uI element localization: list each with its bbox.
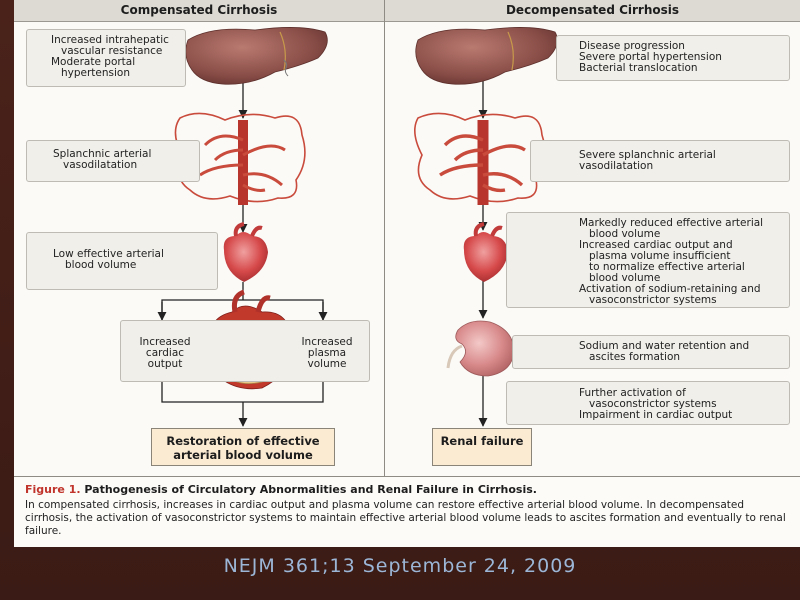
right-box4-line: Sodium and water retention and [579, 340, 750, 352]
plasma-volume-line: Increased [301, 336, 353, 348]
outcome-line: Renal [440, 434, 478, 448]
right-box-sodium-retention [512, 335, 790, 369]
outcome-line: arterial blood volume [173, 448, 313, 462]
left-box3-line: Low effective arterial [53, 248, 164, 260]
plasma-volume-line: plasma [307, 347, 347, 359]
figure-label: Figure 1. [25, 483, 81, 496]
left-box3-line: blood volume [65, 259, 137, 271]
left-box1-line: Moderate portal [51, 56, 136, 68]
cardiac-output-line: cardiac [145, 347, 185, 359]
right-box-further-activation [506, 381, 790, 425]
kidney-illustration [448, 321, 514, 376]
left-box-low-effective-volume [26, 232, 218, 290]
left-box-intrahepatic-resistance [26, 29, 186, 87]
right-box5-line: Impairment in cardiac output [579, 409, 733, 421]
outcome-restoration-box [151, 428, 335, 466]
right-box5-line: Further activation of [579, 387, 686, 399]
outcome-line: failure [481, 434, 524, 448]
splanchnic-vessels-right [415, 113, 545, 205]
right-box1-line: Bacterial translocation [579, 62, 698, 74]
right-box3-line: to normalize effective arterial [579, 261, 745, 273]
right-box3-line: blood volume [579, 228, 661, 240]
right-box1-line: Severe portal hypertension [579, 51, 722, 63]
left-box-cardiac-plasma [120, 320, 370, 382]
right-box1-line: Disease progression [579, 40, 685, 52]
increased-cardiac-output-label [129, 337, 201, 370]
liver-illustration-right [416, 27, 558, 84]
right-box3-line: blood volume [579, 272, 661, 284]
increased-plasma-volume-label [291, 337, 363, 370]
right-box-reduced-volume [506, 212, 790, 308]
right-box3-line: plasma volume insufficient [579, 250, 731, 262]
right-panel-title: Decompensated Cirrhosis [385, 0, 800, 22]
left-box-splanchnic-vasodilatation [26, 140, 200, 182]
right-box5-line: vasoconstrictor systems [579, 398, 717, 410]
outcome-line: Restoration of effective [166, 434, 320, 448]
right-box2-line: vasodilatation [579, 160, 654, 172]
right-box-severe-vasodilatation [530, 140, 790, 182]
figure-caption [14, 476, 800, 547]
left-box1-line: vascular resistance [61, 45, 163, 57]
caption-title [25, 483, 537, 496]
left-box1-line: hypertension [61, 67, 131, 79]
right-box3-line: Increased cardiac output and [579, 239, 733, 251]
cardiac-output-line: Increased [139, 336, 191, 348]
right-box3-line: Markedly reduced effective arterial [579, 217, 764, 229]
left-panel-title: Compensated Cirrhosis [14, 0, 384, 22]
cardiac-output-line: output [147, 358, 183, 370]
right-box2-line: Severe splanchnic arterial [579, 149, 716, 161]
left-box2-line: vasodilatation [63, 159, 138, 171]
plasma-volume-line: volume [307, 358, 347, 370]
heart-illustration-right [464, 224, 508, 282]
outcome-renal-failure-box [432, 428, 532, 466]
left-box1-line: Increased intrahepatic [51, 34, 169, 46]
citation-text: NEJM 361;13 September 24, 2009 [223, 555, 577, 577]
right-box4-line: ascites formation [579, 351, 681, 363]
right-box-disease-progression [556, 35, 790, 81]
right-box3-line: vasoconstrictor systems [579, 294, 717, 306]
caption-heading: Pathogenesis of Circulatory Abnormalities and Renal Failure in Cirrhosis. [84, 483, 537, 496]
caption-body: In compensated cirrhosis, increases in cardiac output and plasma volume can restore effective arterial blood volume. In decompensated cirrhosis, the activation of vasoconstrictor systems to maintain effective arterial blood volume leads to ascites formation and eventually to renal failure. [25, 499, 786, 537]
heart-illustration-left [224, 224, 268, 282]
right-box3-line: Activation of sodium-retaining and [579, 283, 761, 295]
liver-illustration-left [186, 27, 328, 84]
left-box2-line: Splanchnic arterial [53, 148, 152, 160]
